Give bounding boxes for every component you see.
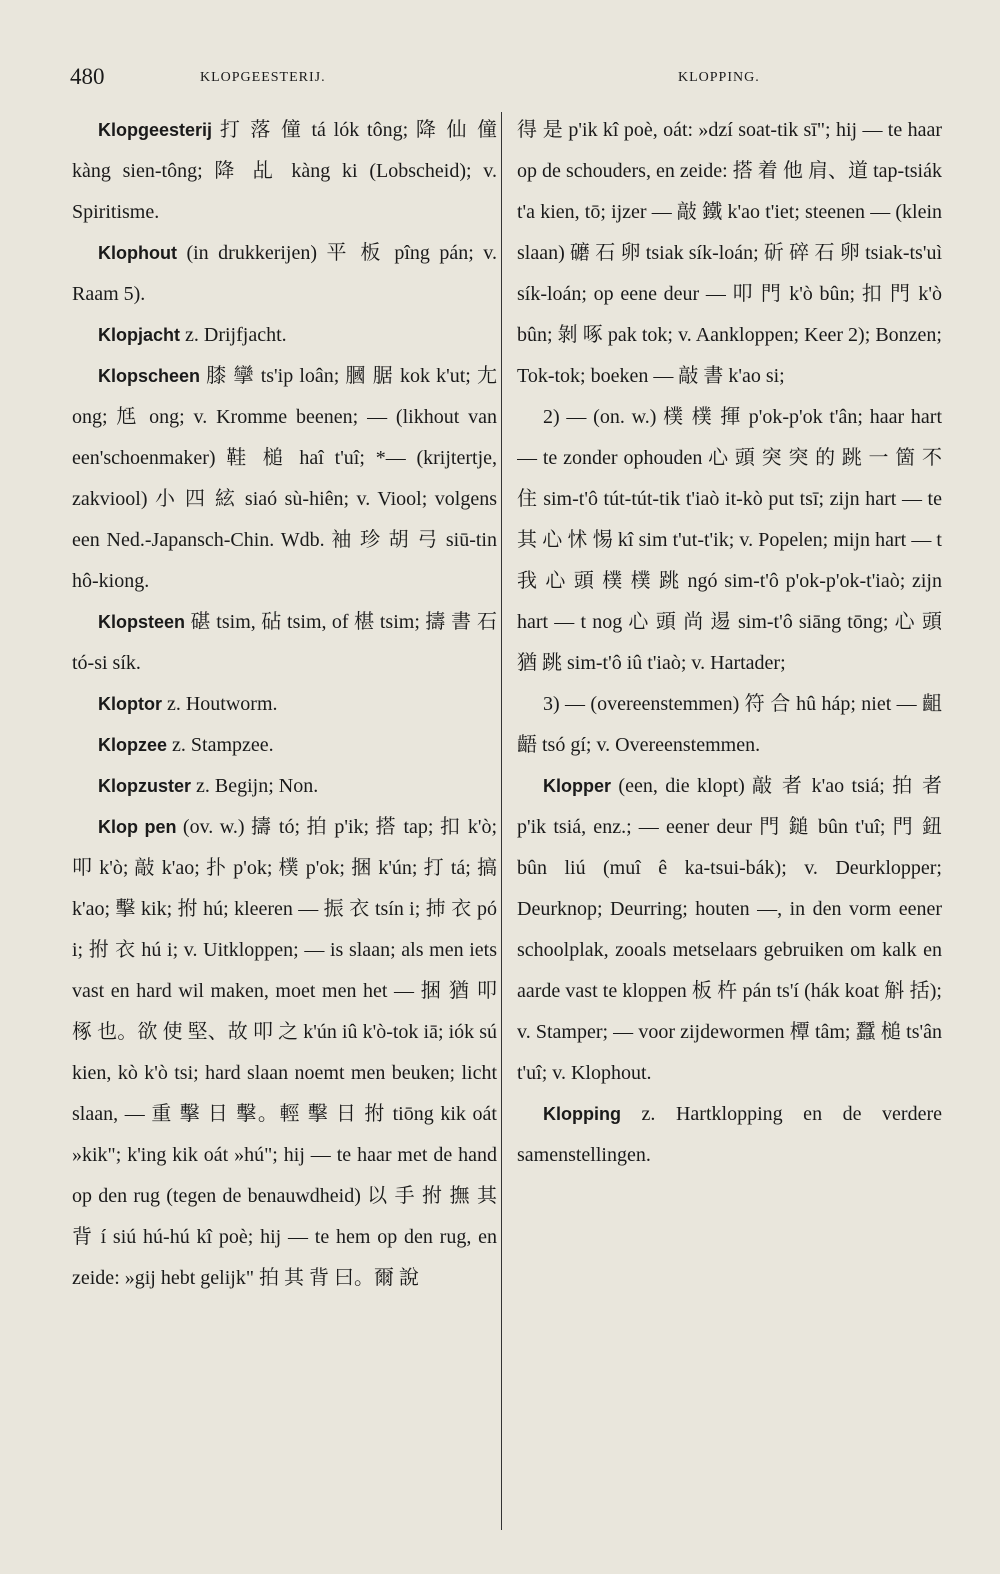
entry (517, 1094, 942, 1176)
headword: Klop pen (98, 817, 177, 837)
entry-text: 得 是 p'ik kî poè, oát: »dzí soat-tik sī"; hij — te haar op de schouders, en zeide: 搭 着 他 肩、道 tap-tsiák t'a kien, tō; ijzer — 敲 鐵 k'ao t'iet; steenen — (klein slaan) 礳 石 卵 tsiak sík-loán; 斫 碎 石 卵 tsiak-ts'uì sík-loán; op eene deur — 叩 門 k'ò bûn; 扣 門 k'ò bûn; 剝 啄 pak tok; v. Aankloppen; Keer 2); Bonzen; Tok-tok; boeken — 敲 書 k'ao si; (517, 119, 942, 387)
entry (72, 807, 497, 1299)
entry-text: z. Drijfjacht. (185, 324, 287, 346)
entry (72, 725, 497, 766)
entry-text: z. Begijn; Non. (196, 775, 319, 797)
page-number: 480 (70, 64, 105, 89)
left-column (72, 110, 497, 1550)
page-header (70, 64, 945, 98)
entry (72, 684, 497, 725)
headword: Klophout (98, 243, 177, 263)
entry-text: z. Hartklopping en de verdere samenstellingen. (517, 1103, 942, 1166)
column-divider (501, 112, 502, 1530)
entry-text: 3) — (overeenstemmen) 符 合 hû háp; niet — 齟 齬 tsó gí; v. Overeenstemmen. (517, 693, 942, 756)
entry-sense (517, 397, 942, 684)
entry (517, 766, 942, 1094)
entry-continuation (517, 110, 942, 397)
headword: Klopzee (98, 735, 168, 755)
entry-text: 2) — (on. w.) 樸 樸 揮 p'ok-p'ok t'ân; haar hart — te zonder ophouden 心 頭 突 突 的 跳 一 箇 不 住 sim-t'ô tút-tút-tik t'iaò it-kò put tsī; zijn hart — te 其 心 怵 惕 kî sim t'ut-t'ik; v. Popelen; mijn hart — t 我 心 頭 樸 樸 跳 ngó sim-t'ô p'ok-p'ok-t'iaò; zijn hart — t nog 心 頭 尚 逷 sim-t'ô siāng tōng; 心 頭 猶 跳 sim-t'ô iû t'iaò; v. Hartader; (517, 406, 942, 674)
entry-text: (ov. w.) 擣 tó; 拍 p'ik; 搭 tap; 扣 k'ò; 叩 k'ò; 敲 k'ao; 扑 p'ok; 樸 p'ok; 捆 k'ún; 打 tá; 搞 k'ao; 擊 kik; 拊 hú; kleeren — 振 衣 tsín i; 㧊 衣 pó i; 拊 衣 hú i; v. Uitkloppen; — is slaan; als men iets vast en hard wil maken, moet men het — 捆 猶 叩 椓 也。欲 使 堅、故 叩 之 k'ún iû k'ò-tok iā; iók sú kien, kò k'ò tsi; hard slaan noemt men beuken; licht slaan, — 重 擊 日 擊。輕 擊 日 拊 tiōng kik oát »kik"; k'ing kik oát »hú"; hij — te haar met de hand op den rug (tegen de benauwdheid) 以 手 拊 撫 其 背 í siú hú-hú kî poè; hij — te hem op den rug, en zeide: »gij hebt gelijk" 拍 其 背 曰。爾 說 (72, 816, 497, 1289)
right-running-title: KLOPPING. (678, 70, 760, 85)
left-running-title: KLOPGEESTERIJ. (200, 70, 326, 85)
entry-text: 碪 tsim, 砧 tsim, of 椹 tsim; 擣 書 石 tó-si sík. (72, 611, 497, 674)
entry-text: (een, die klopt) 敲 者 k'ao tsiá; 拍 者 p'ik tsiá, enz.; — eener deur 門 鎚 bûn t'uî; 門 鈕 bûn liú (muî ê ka-tsui-bák); v. Deurklopper; Deurknop; Deurring; houten —, in den vorm eener schoolplak, zooals metselaars gebruiken om kalk en aarde vast te kloppen 板 杵 pán ts'í (hák koat 斛 括); v. Stamper; — voor zijdewormen 橝 tâm; 蠶 槌 ts'ân t'uî; v. Klophout. (517, 775, 942, 1084)
headword: Klopper (543, 776, 612, 796)
entry-sense (517, 684, 942, 766)
entry (72, 766, 497, 807)
headword: Kloptor (98, 694, 162, 714)
headword: Klopjacht (98, 325, 181, 345)
entry (72, 233, 497, 315)
entry (72, 315, 497, 356)
headword: Klopzuster (98, 776, 192, 796)
entry-text: 膝 攣 ts'ip loân; 膕 腒 kok k'ut; 尢 ong; 尪 ong; v. Kromme beenen; — (likhout van een'schoenmaker) 鞋 槌 haî t'uî; *— (krijtertje, zakviool) 小 四 絃 siaó sù-hiên; v. Viool; volgens een Ned.-Japansch-Chin. Wdb. 袖 珍 胡 弓 siū-tin hô-kiong. (72, 365, 497, 592)
entry-text: 打 落 僮 tá lók tông; 降 仙 僮 kàng sien-tông; 降 乩 kàng ki (Lobscheid); v. Spiritisme. (72, 119, 497, 223)
headword: Klopsteen (98, 612, 186, 632)
right-column (517, 110, 942, 1550)
entry-text: z. Houtworm. (166, 693, 278, 715)
entry-text: (in drukkerijen) 平 板 pîng pán; v. Raam 5). (72, 242, 497, 305)
headword: Klopgeesterij (98, 120, 213, 140)
entry (72, 602, 497, 684)
entry (72, 356, 497, 602)
headword: Klopping (543, 1104, 621, 1124)
entry (72, 110, 497, 233)
headword: Klopscheen (98, 366, 201, 386)
entry-text: z. Stampzee. (172, 734, 274, 756)
